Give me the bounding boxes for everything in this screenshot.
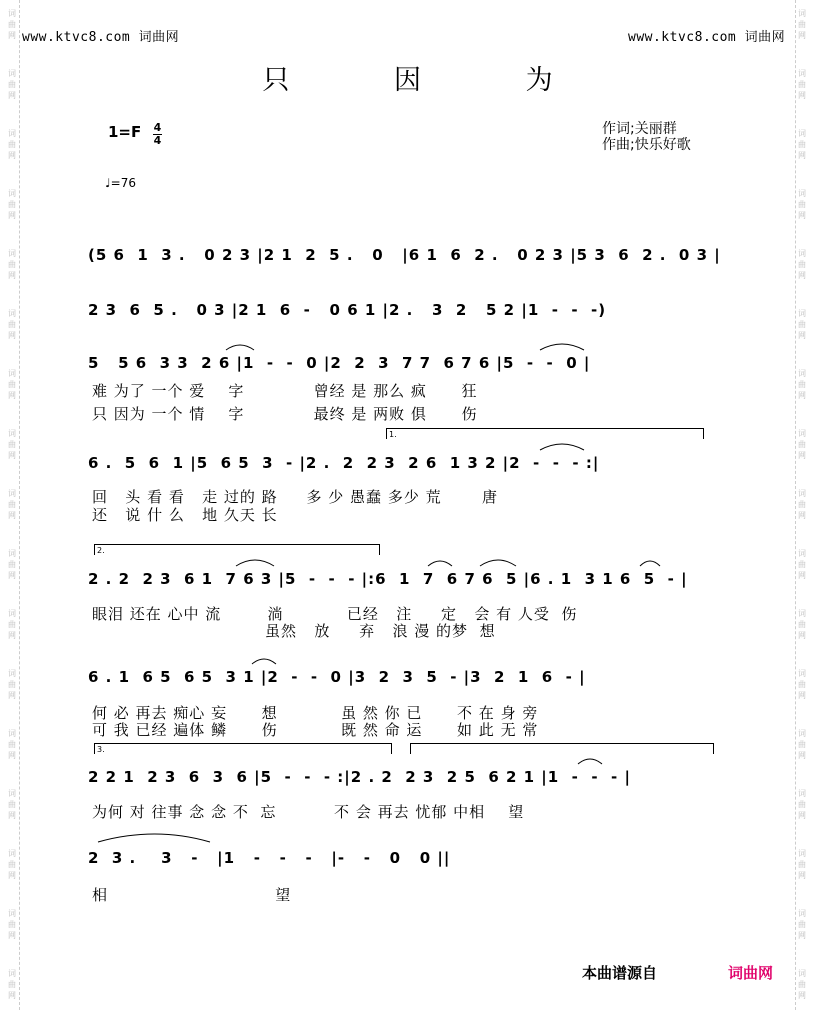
slur	[540, 444, 584, 450]
slur	[236, 560, 274, 566]
watermark-mark: 词 曲 网	[798, 69, 806, 100]
site-url-right[interactable]: www.ktvc8.com 词曲网	[628, 30, 786, 45]
watermark-mark: 词 曲 网	[798, 609, 806, 640]
watermark-mark: 词 曲 网	[798, 549, 806, 580]
lyric-line-4b: 还 说 什 么 地 久天 长	[92, 506, 278, 524]
lyric-line-5a: 眼泪 还在 心中 流 淌 已经 注 定 会 有 人受 伤	[92, 605, 578, 623]
watermark-mark: 词 曲 网	[8, 129, 16, 160]
score-line-8: 2 3 . 3 - |1 - - - |- - 0 0 ||	[88, 849, 451, 867]
watermark-mark: 词 曲 网	[8, 249, 16, 280]
watermark-mark: 词 曲 网	[798, 789, 806, 820]
watermark-mark: 词 曲 网	[798, 669, 806, 700]
watermark-mark: 词 曲 网	[8, 9, 16, 40]
watermark-mark: 词 曲 网	[8, 789, 16, 820]
composer: 作曲;快乐好歌	[602, 137, 691, 153]
lyricist: 作词;关丽群	[602, 121, 677, 137]
watermark-mark: 词 曲 网	[798, 909, 806, 940]
watermark-mark: 词 曲 网	[8, 849, 16, 880]
watermark-mark: 词 曲 网	[8, 669, 16, 700]
watermark-mark: 词 曲 网	[8, 369, 16, 400]
source-label: 本曲谱源自	[582, 964, 658, 982]
watermark-mark: 词 曲 网	[8, 189, 16, 220]
key-signature: 1=F	[108, 123, 142, 141]
time-numerator: 4	[153, 121, 162, 134]
brand-link[interactable]: 词曲网	[728, 964, 774, 982]
watermark-mark: 词 曲 网	[798, 249, 806, 280]
watermark-mark: 词 曲 网	[798, 129, 806, 160]
slur	[98, 834, 210, 842]
slur	[578, 759, 602, 764]
lyric-line-6a: 何 必 再去 痴心 妄 想 虽 然 你 已 不 在 身 旁	[92, 704, 539, 722]
watermark-mark: 词 曲 网	[798, 729, 806, 760]
lyric-line-6b: 可 我 已经 遍体 鳞 伤 既 然 命 运 如 此 无 常	[92, 721, 539, 739]
lyric-line-8a: 相 望	[92, 886, 292, 904]
time-denominator: 4	[153, 134, 162, 147]
watermark-mark: 词 曲 网	[8, 909, 16, 940]
lyric-line-4a: 回 头 看 看 走 过的 路 多 少 愚蠢 多少 荒 唐	[92, 488, 498, 506]
volta-2: 2.	[94, 544, 380, 555]
watermark-mark: 词 曲 网	[798, 429, 806, 460]
lyric-line-7a: 为何 对 往事 念 念 不 忘 不 会 再去 忧郁 中相 望	[92, 803, 525, 821]
slur	[226, 345, 254, 350]
tempo-marking: ♩=76	[105, 176, 136, 190]
slur	[540, 344, 584, 350]
lyric-line-5b: 虽然 放 弃 浪 漫 的梦 想	[92, 622, 496, 640]
slur	[480, 560, 516, 566]
watermark-mark: 词 曲 网	[798, 849, 806, 880]
watermark-mark: 词 曲 网	[8, 429, 16, 460]
watermark-mark: 词 曲 网	[8, 489, 16, 520]
score-line-2: 2 3 6 5 . 0 3 |2 1 6 - 0 6 1 |2 . 3 2 5 2 |1 - - -)	[88, 301, 607, 319]
score-line-4: 6 . 5 6 1 |5 6 5 3 - |2 . 2 2 3 2 6 1 3 2 |2 - - - :|	[88, 454, 600, 472]
score-line-6: 6 . 1 6 5 6 5 3 1 |2 - - 0 |3 2 3 5 - |3 2 1 6 - |	[88, 668, 586, 686]
watermark-mark: 词 曲 网	[8, 729, 16, 760]
watermark-mark: 词 曲 网	[798, 309, 806, 340]
volta-1: 1.	[386, 428, 704, 439]
watermark-mark: 词 曲 网	[8, 609, 16, 640]
watermark-mark: 词 曲 网	[8, 969, 16, 1000]
song-title: 只 因 为	[262, 65, 601, 96]
watermark-mark: 词 曲 网	[798, 9, 806, 40]
slur	[252, 659, 276, 664]
lyric-line-3a: 难 为了 一个 爱 字 曾经 是 那么 疯 狂	[92, 382, 478, 400]
watermark-mark: 词 曲 网	[798, 189, 806, 220]
slur	[640, 561, 660, 566]
score-line-5: 2 . 2 2 3 6 1 7 6 3 |5 - - - |:6 1 7 6 7 6 5 |6 . 1 3 1 6 5 - |	[88, 570, 688, 588]
watermark-mark: 词 曲 网	[8, 549, 16, 580]
watermark-mark: 词 曲 网	[798, 489, 806, 520]
watermark-mark: 词 曲 网	[8, 309, 16, 340]
slur	[428, 561, 452, 566]
watermark-mark: 词 曲 网	[798, 369, 806, 400]
lyric-line-3b: 只 因为 一个 情 字 最终 是 两败 俱 伤	[92, 405, 478, 423]
site-url-left[interactable]: www.ktvc8.com 词曲网	[22, 30, 180, 45]
score-line-1: (5 6 1 3 . 0 2 3 |2 1 2 5 . 0 |6 1 6 2 . 0 2 3 |5 3 6 2 . 0 3 |	[88, 246, 721, 264]
watermark-mark: 词 曲 网	[798, 969, 806, 1000]
score-line-7: 2 2 1 2 3 6 3 6 |5 - - - :|2 . 2 2 3 2 5 6 2 1 |1 - - - |	[88, 768, 631, 786]
volta-3: 3.	[94, 743, 392, 754]
watermark-mark: 词 曲 网	[8, 69, 16, 100]
score-line-3: 5 5 6 3 3 2 6 |1 - - 0 |2 2 3 7 7 6 7 6 |5 - - 0 |	[88, 354, 591, 372]
